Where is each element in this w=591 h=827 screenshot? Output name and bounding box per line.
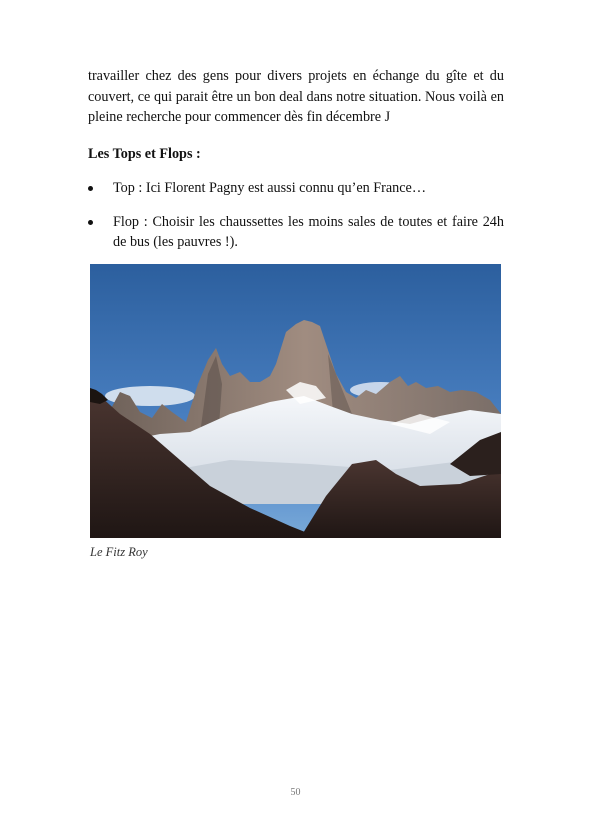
list-item-top [88,178,504,199]
bullet-icon [88,220,93,225]
figure-caption: Le Fitz Roy [90,545,148,559]
list-item-text: Top : Ici Florent Pagny est aussi connu qu’en France… [113,180,427,196]
list-item-flop [88,212,504,253]
tops-flops-list [88,178,504,266]
list-item-text: Flop : Choisir les chaussettes les moins sales de toutes et faire 24h de bus (les pauvres !). [113,213,504,250]
bullet-icon [88,186,93,191]
fitz-roy-photo [90,264,501,538]
section-heading: Les Tops et Flops : [88,146,201,162]
page-number: 50 [290,787,301,798]
intro-paragraph: travailler chez des gens pour divers projets en échange du gîte et du couvert, ce qui parait être un bon deal dans notre situation. Nous voilà en pleine recherche pour commencer dès fin décembre J [88,68,504,125]
